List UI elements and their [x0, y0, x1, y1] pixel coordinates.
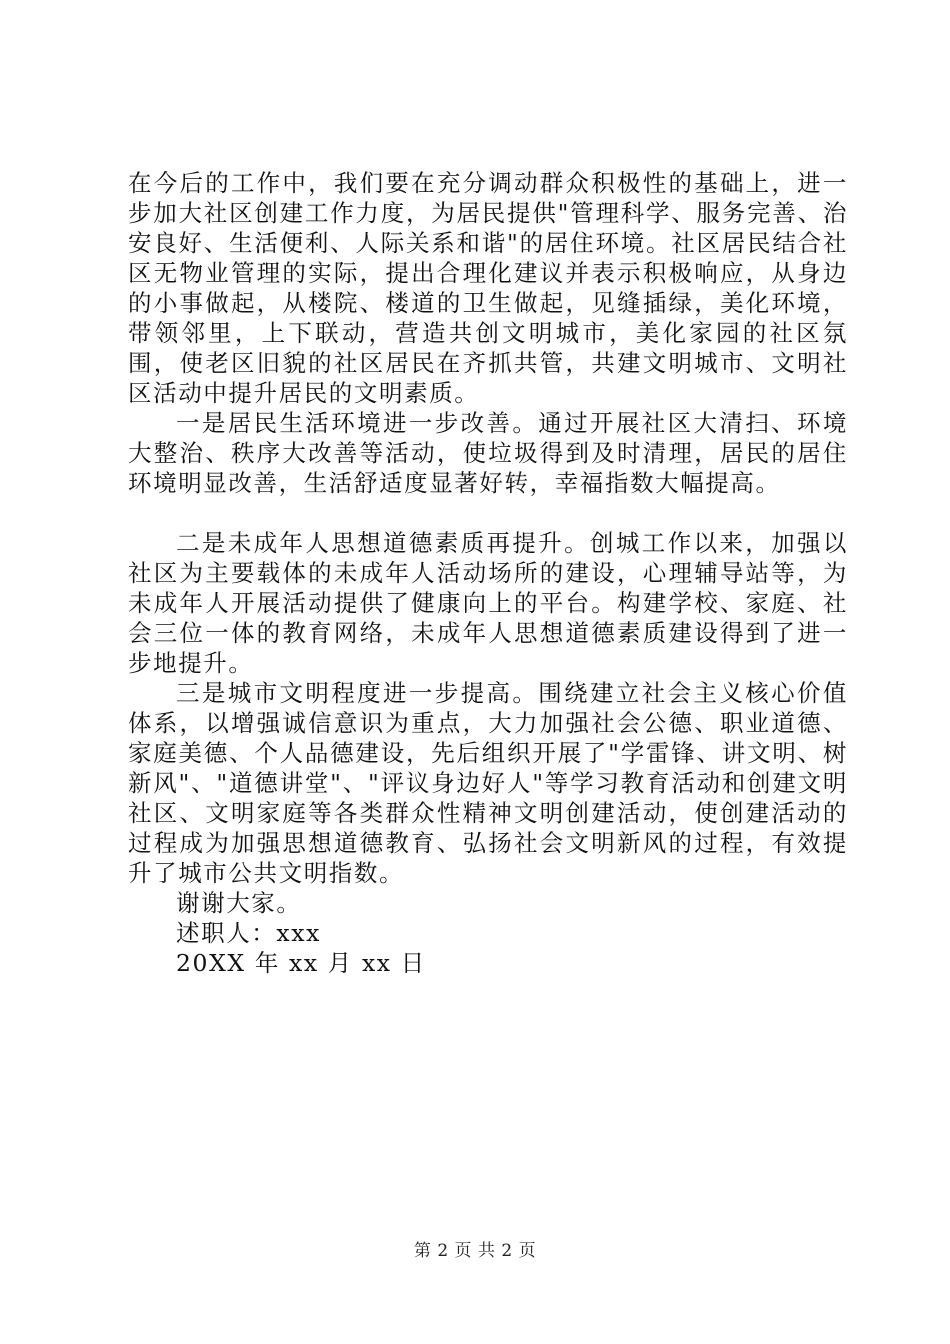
- closing-thanks: 谢谢大家。: [176, 889, 302, 917]
- document-body: [128, 168, 848, 978]
- signer-line: 述职人：xxx: [176, 919, 321, 947]
- page-footer: [0, 1240, 950, 1262]
- page-number-label: 第 2 页 共 2 页: [413, 1241, 537, 1261]
- paragraph-point-two: 二是未成年人思想道德素质再提升。创城工作以来，加强以社区为主要载体的未成年人活动场所的建设，心理辅导站等，为未成年人开展活动提供了健康向上的平台。构建学校、家庭、社会三位一体的教育网络，未成年人思想道德素质建设得到了进一步地提升。: [128, 529, 848, 677]
- paragraph-point-three: 三是城市文明程度进一步提高。围绕建立社会主义核心价值体系，以增强诚信意识为重点，大力加强社会公德、职业道德、家庭美德、个人品德建设，先后组织开展了"学雷锋、讲文明、树新风"、"道德讲堂"、"评议身边好人"等学习教育活动和创建文明社区、文明家庭等各类群众性精神文明创建活动，使创建活动的过程成为加强思想道德教育、弘扬社会文明新风的过程，有效提升了城市公共文明指数。: [128, 679, 848, 887]
- paragraph-point-one: 一是居民生活环境进一步改善。通过开展社区大清扫、环境大整治、秩序大改善等活动，使垃圾得到及时清理，居民的居住环境明显改善，生活舒适度显著好转，幸福指数大幅提高。: [128, 409, 848, 497]
- date-line: 20XX 年 xx 月 xx 日: [176, 949, 426, 977]
- paragraph-intro: 在今后的工作中，我们要在充分调动群众积极性的基础上，进一步加大社区创建工作力度，为居民提供"管理科学、服务完善、治安良好、生活便利、人际关系和谐"的居住环境。社区居民结合社区无物业管理的实际，提出合理化建议并表示积极响应，从身边的小事做起，从楼院、楼道的卫生做起，见缝插绿，美化环境，带领邻里，上下联动，营造共创文明城市，美化家园的社区氛围，使老区旧貌的社区居民在齐抓共管，共建文明城市、文明社区活动中提升居民的文明素质。: [128, 169, 848, 407]
